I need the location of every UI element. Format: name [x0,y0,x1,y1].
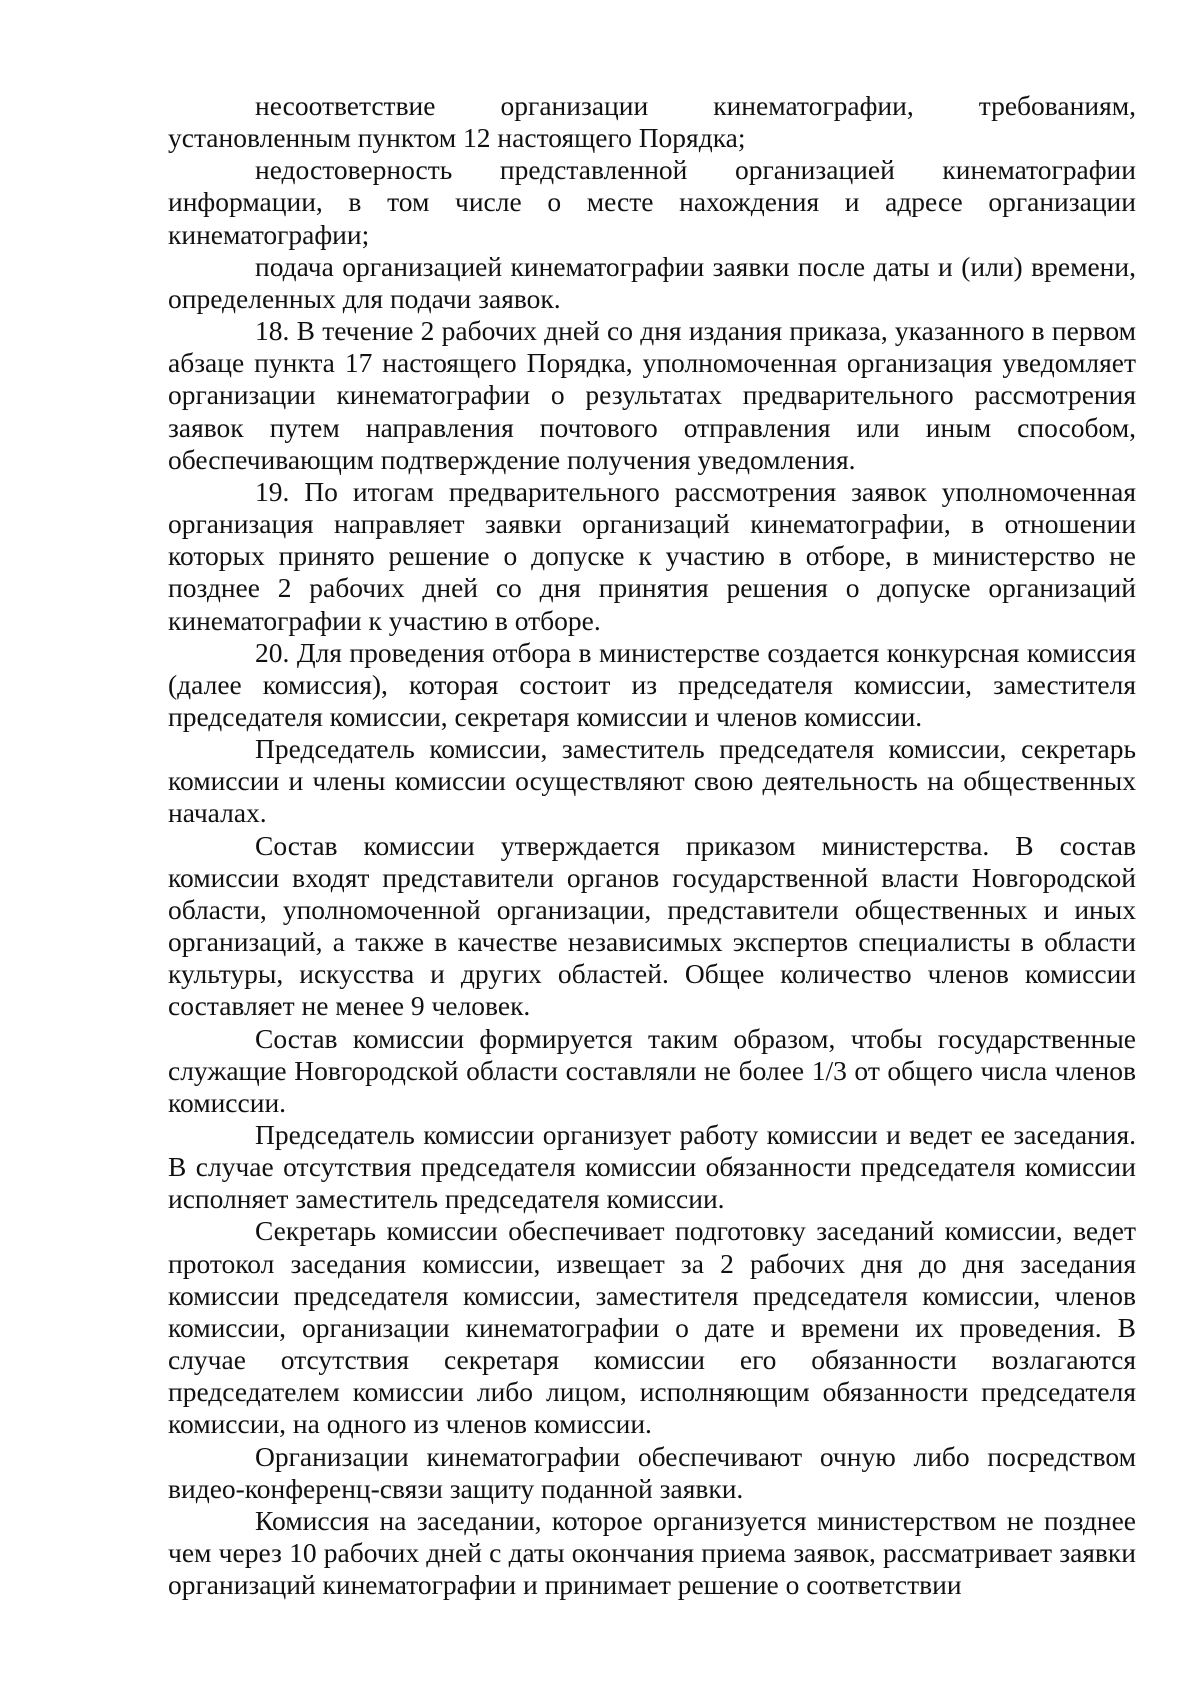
paragraph-secretary-duties: Секретарь комиссии обеспечивает подготовку заседаний комиссии, ведет протокол заседания комиссии, извещает за 2 рабочих дня до дня заседания комиссии председателя комиссии, заместителя председателя комиссии, членов комиссии, организации кинематографии о дате и времени их проведения. В случае отсутствия секретаря комиссии его обязанности возлагаются председателем комиссии либо лицом, исполняющим обязанности председателя комиссии, на одного из членов комиссии. [168,1215,1136,1440]
paragraph-commission-volunteer: Председатель комиссии, заместитель председателя комиссии, секретарь комиссии и члены комиссии осуществляют свою деятельность на общественных началах. [168,733,1136,829]
paragraph-commission-composition: Состав комиссии утверждается приказом министерства. В состав комиссии входят представители органов государственной власти Новгородской области, уполномоченной организации, представители общественных и иных организаций, а также в качестве независимых экспертов специалисты в области культуры, искусства и других областей. Общее количество членов комиссии составляет не менее 9 человек. [168,829,1136,1022]
paragraph-item-19: 19. По итогам предварительного рассмотрения заявок уполномоченная организация направляет заявки организаций кинематографии, в отношении которых принято решение о допуске к участию в отборе, в министерство не позднее 2 рабочих дней со дня принятия решения о допуске организаций кинематографии к участию в отборе. [168,475,1136,636]
paragraph-item-20: 20. Для проведения отбора в министерстве создается конкурсная комиссия (далее комиссия), которая состоит из председателя комиссии, заместителя председателя комиссии, секретаря комиссии и членов комиссии. [168,636,1136,732]
paragraph-unreliable-info: недостоверность представленной организацией кинематографии информации, в том числе о месте нахождения и адресе организации кинематографии; [168,154,1136,250]
paragraph-chairman-duties: Председатель комиссии организует работу комиссии и ведет ее заседания. В случае отсутствия председателя комиссии обязанности председателя комиссии исполняет заместитель председателя комиссии. [168,1119,1136,1215]
paragraph-civil-servants-share: Состав комиссии формируется таким образом, чтобы государственные служащие Новгородской области составляли не более 1/3 от общего числа членов комиссии. [168,1022,1136,1118]
document-body [168,90,1136,1601]
paragraph-application-defense: Организации кинематографии обеспечивают очную либо посредством видео-конференц-связи защиту поданной заявки. [168,1440,1136,1504]
paragraph-nonconformity: несоответствие организации кинематографии, требованиям, установленным пунктом 12 настоящего Порядка; [168,90,1136,154]
paragraph-late-submission: подача организацией кинематографии заявки после даты и (или) времени, определенных для подачи заявок. [168,250,1136,314]
paragraph-commission-meeting: Комиссия на заседании, которое организуется министерством не позднее чем через 10 рабочих дней с даты окончания приема заявок, рассматривает заявки организаций кинематографии и принимает решение о соответствии [168,1504,1136,1601]
paragraph-item-18: 18. В течение 2 рабочих дней со дня издания приказа, указанного в первом абзаце пункта 17 настоящего Порядка, уполномоченная организация уведомляет организации кинематографии о результатах предварительного рассмотрения заявок путем направления почтового отправления или иным способом, обеспечивающим подтверждение получения уведомления. [168,315,1136,475]
